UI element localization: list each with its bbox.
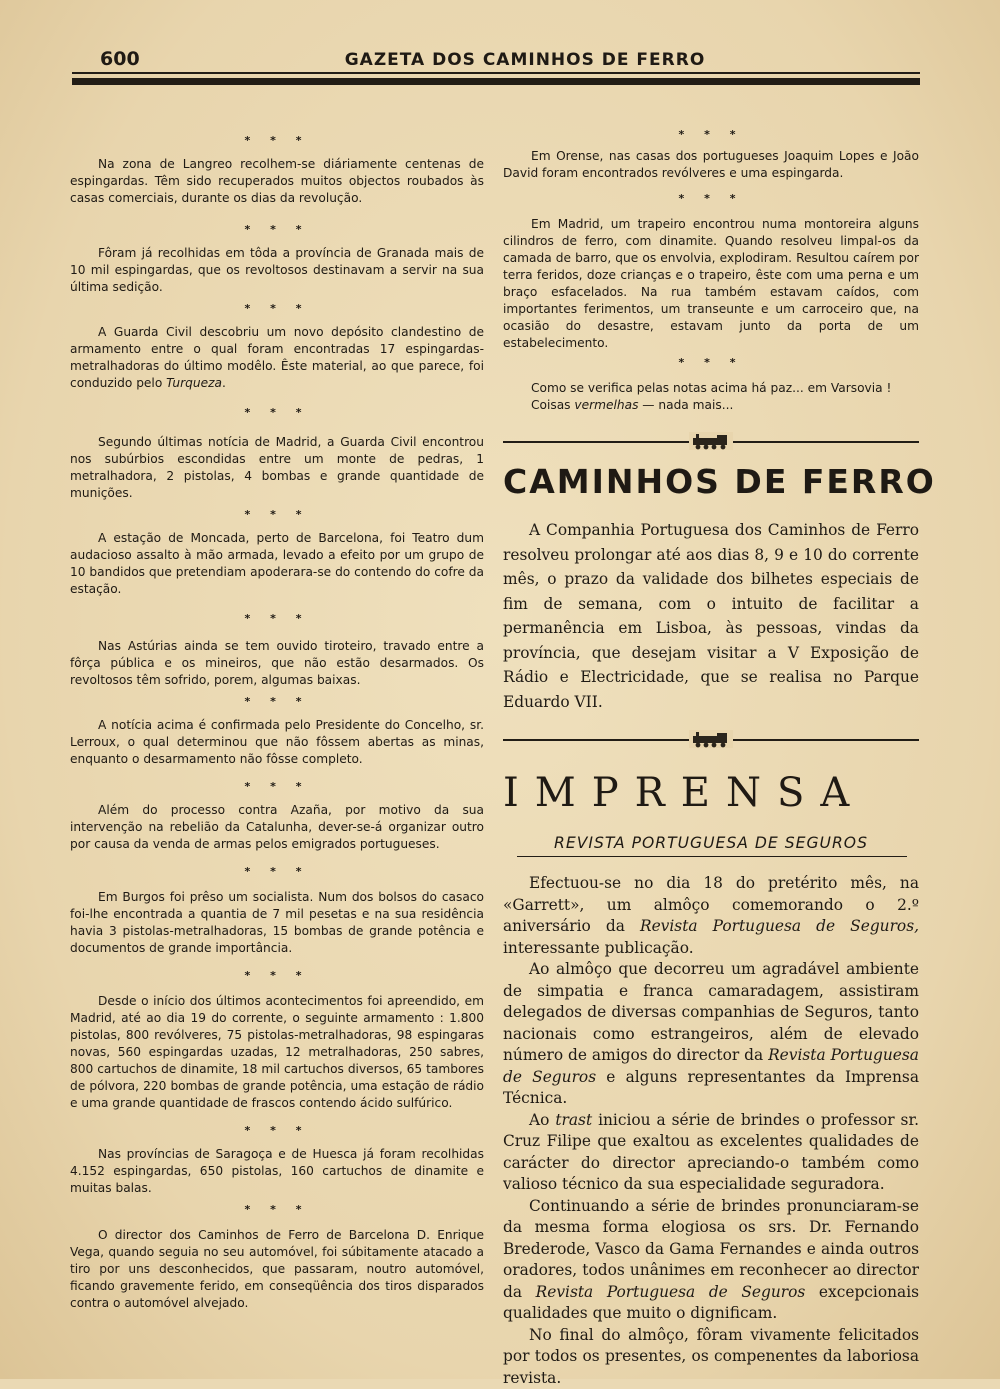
ship-name: Turqueza [166, 376, 222, 390]
article-subhead: REVISTA PORTUGUESA DE SEGUROS [503, 834, 919, 852]
news-paragraph: O director dos Caminhos de Ferro de Barcelona D. Enrique Vega, quando seguia no seu automóvel, foi súbitamente atacado a tiro por uns desconhecidos, que passaram, noutro automóvel, ficando gravemente ferido, em conseqüência dos tiros disparados contra o automóvel alvejado. [70, 1227, 484, 1312]
page-number: 600 [100, 48, 140, 70]
news-paragraph: Nas Astúrias ainda se tem ouvido tiroteiro, travado entre a fôrça pública e os mineiros, que não estão desarmados. Os revoltosos têm sofrido, porem, algumas baixas. [70, 638, 484, 689]
right-news-block [503, 128, 919, 414]
caminhos-article [503, 518, 919, 714]
article-paragraph: No final do almôço, fôram vivamente felicitados por todos os presentes, os compenentes da laboriosa revista. [503, 1325, 919, 1389]
article-text: iniciou a série de brindes o professor sr. Cruz Filipe que exaltou as excelentes qualidades de carácter do director apreciando-o também como valioso técnico da sua especialidade seguradora. [503, 1111, 919, 1194]
article-paragraph [503, 1196, 919, 1325]
separator-stars: * * * [70, 1124, 484, 1138]
news-paragraph: A notícia acima é confirmada pelo Presidente do Concelho, sr. Lerroux, o qual determinou que não fôssem abertas as minas, enquanto o desarmamento não fôsse completo. [70, 717, 484, 768]
closing-italic: vermelhas [574, 398, 638, 412]
news-paragraph: Nas províncias de Saragoça e de Huesca já foram recolhidas 4.152 espingardas, 650 pistolas, 160 cartuchos de dinamite e muitas balas. [70, 1146, 484, 1197]
separator-stars: * * * [503, 356, 919, 370]
separator-stars: * * * [70, 302, 484, 316]
closing-line [503, 397, 919, 414]
article-text: interessante publicação. [503, 939, 694, 957]
article-italic: Revista Portuguesa de Seguros [536, 1283, 806, 1301]
article-text: Continuando a série de brindes pronunciaram-se da mesma forma elogiosa os srs. Dr. Fernando Brederode, Vasco da Gama Fernandes e ainda outros oradores, todos unânimes em reconhecer ao director da [503, 1197, 919, 1301]
header-rule-thick [72, 78, 920, 85]
news-paragraph: A estação de Moncada, perto de Barcelona, foi Teatro dum audacioso assalto à mão armada, levado a efeito por um grupo de 10 bandidos que pretendiam apoderara-se do contendo do cofre da estação. [70, 530, 484, 598]
news-paragraph: Segundo últimas notícia de Madrid, a Guarda Civil encontrou nos subúrbios escondidas entre um monte de pedras, 1 metralhadora, 2 pistolas, 4 bombas e grande quantidade de munições. [70, 434, 484, 502]
news-paragraph [70, 324, 484, 392]
separator-stars: * * * [503, 192, 919, 206]
article-paragraph: A Companhia Portuguesa dos Caminhos de Ferro resolveu prolongar até aos dias 8, 9 e 10 do corrente mês, o prazo da validade dos bilhetes especiais de fim de semana, com o intuito de facilitar a permanência em Lisboa, às pessoas, vindas da província, que desejam visitar a V Exposição de Rádio e Electricidade, que se realisa no Parque Eduardo VII. [503, 518, 919, 714]
separator-stars: * * * [70, 969, 484, 983]
separator-stars: * * * [70, 508, 484, 522]
section-divider [503, 430, 919, 452]
article-text: e alguns representantes da Imprensa Técnica. [503, 1068, 919, 1108]
subhead-rule [517, 856, 907, 857]
article-paragraph [503, 959, 919, 1110]
separator-stars: * * * [503, 128, 919, 142]
article-paragraph [503, 873, 919, 959]
separator-stars: * * * [70, 134, 484, 148]
article-paragraph [503, 1110, 919, 1196]
news-paragraph: Fôram já recolhidas em tôda a província de Granada mais de 10 mil espingardas, que os revoltosos destinavam a servir na sua última sedição. [70, 245, 484, 296]
news-paragraph: Em Orense, nas casas dos portugueses Joaquim Lopes e João David foram encontrados revólveres e uma espingarda. [503, 148, 919, 182]
article-italic: Revista Portuguesa de Seguros, [640, 917, 919, 935]
article-text: excepcionais qualidades que muito o dignificam. [503, 1283, 919, 1323]
news-paragraph: Em Madrid, um trapeiro encontrou numa montoreira alguns cilindros de ferro, com dinamite. Quando resolveu limpal-os da camada de barro, que os envolvia, explodiram. Resultou caírem por terra feridos, doze crianças e o trapeiro, êste com uma perna e um braço esfacelados. Na rua também estavam caídos, com importantes ferimentos, um transeunte e um carroceiro que, na ocasião do desastre, estavam junto da porta de um estabelecimento. [503, 216, 919, 352]
section-title-imprensa: IMPRENSA [503, 770, 919, 816]
section-title-caminhos: CAMINHOS DE FERRO [503, 462, 919, 502]
closing-line: Como se verifica pelas notas acima há paz... em Varsovia ! [503, 380, 919, 397]
article-italic: Revista Portuguesa de Seguros [503, 1046, 919, 1086]
news-paragraph: Na zona de Langreo recolhem-se diáriamente centenas de espingardas. Têm sido recuperados muitos objectos roubados às casas comerciais, durante os dias da revolução. [70, 156, 484, 207]
separator-stars: * * * [70, 1203, 484, 1217]
separator-stars: * * * [70, 780, 484, 794]
locomotive-icon [689, 730, 733, 748]
left-column [70, 128, 484, 1312]
separator-stars: * * * [70, 406, 484, 420]
journal-title: GAZETA DOS CAMINHOS DE FERRO [250, 50, 800, 70]
news-paragraph: Desde o início dos últimos acontecimentos foi apreendido, em Madrid, até ao dia 19 do corrente, o seguinte armamento : 1.800 pistolas, 800 revólveres, 75 pistolas-metralhadoras, 98 espingaras novas, 560 espingardas uzadas, 12 metralhadoras, 250 sabres, 800 cartuchos de dinamite, 18 mil cartuchos diversos, 65 tambores de pólvora, 220 bombas de grande potência, uma estação de rádio e uma grande quantidade de frascos contendo ácido sulfúrico. [70, 993, 484, 1112]
right-column [503, 128, 919, 1389]
news-paragraph: Além do processo contra Azaña, por motivo da sua intervenção na rebelião da Catalunha, dever-se-á organizar outro por causa da venda de armas pelos emigrados portugueses. [70, 802, 484, 853]
closing-text: Coisas [531, 398, 574, 412]
separator-stars: * * * [70, 612, 484, 626]
locomotive-icon [689, 432, 733, 450]
separator-stars: * * * [70, 223, 484, 237]
article-text: Ao [529, 1111, 555, 1129]
article-text: Efectuou-se no dia 18 do pretérito mês, na «Garrett», um almôço comemorando o 2.º aniversário da [503, 874, 919, 935]
news-paragraph: Em Burgos foi prêso um socialista. Num dos bolsos do casaco foi-lhe encontrada a quantia de 7 mil pesetas e na sua residência havia 3 pistolas-metralhadoras, 15 bombas de grande potência e documentos de grande importância. [70, 889, 484, 957]
article-italic: trast [555, 1111, 592, 1129]
article-text: Ao almôço que decorreu um agradável ambiente de simpatia e franca camaradagem, assistiram delegados de diversas companhias de Seguros, tanto nacionais como estrangeiros, além de elevado número de amigos do director da [503, 960, 919, 1064]
closing-text: — nada mais... [638, 398, 733, 412]
separator-stars: * * * [70, 695, 484, 709]
separator-stars: * * * [70, 865, 484, 879]
section-divider [503, 728, 919, 750]
imprensa-article [503, 873, 919, 1389]
header-rule [72, 72, 920, 74]
news-text: A Guarda Civil descobriu um novo depósito clandestino de armamento entre o qual foram encontradas 17 espingardas-metralhadoras do último modêlo. Êste material, ao que parece, foi conduzido pelo Turqueza. [70, 325, 484, 390]
